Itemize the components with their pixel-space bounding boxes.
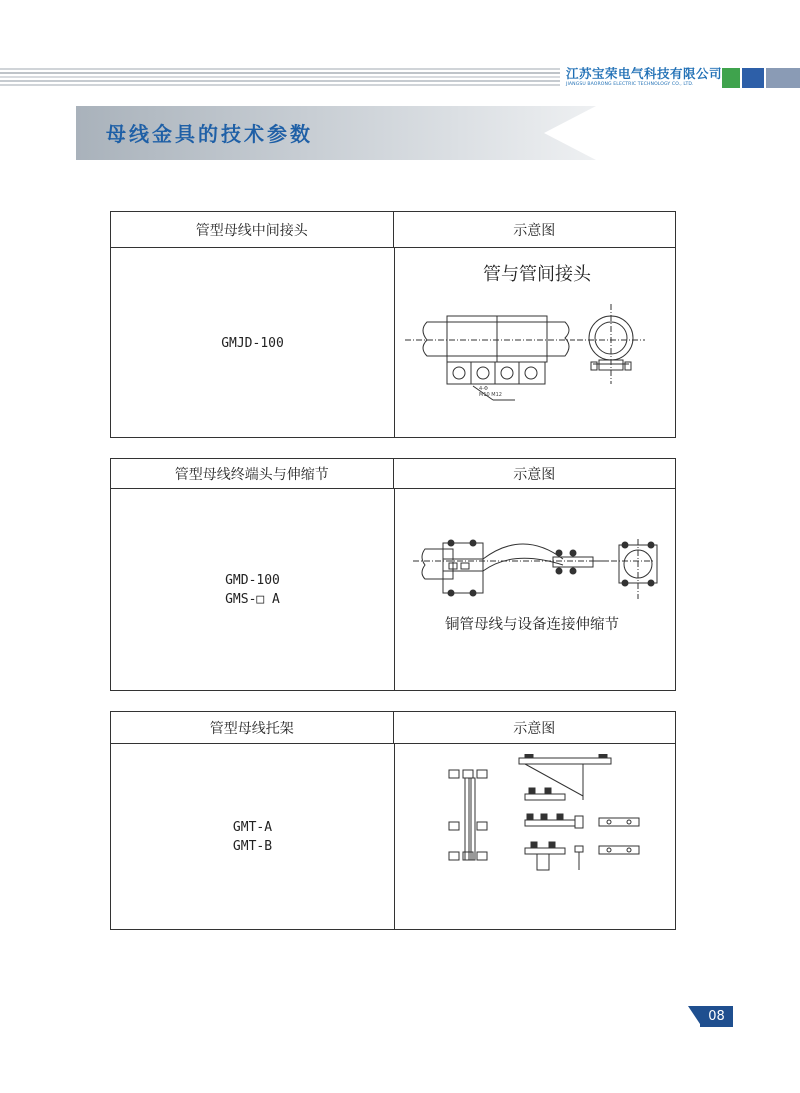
model-code: GMJD-100 xyxy=(221,335,284,351)
note-line-1: 4-Φ xyxy=(479,386,488,392)
model-cell xyxy=(111,248,395,438)
note-line-2: M10 M12 xyxy=(479,392,502,398)
diagram-header: 示意图 xyxy=(513,222,556,239)
header-color-blocks xyxy=(722,68,800,88)
tube-joint-drawing xyxy=(405,304,665,404)
company-name-en: JIANGSU BAORONG ELECTRIC TECHNOLOGY CO., LTD. xyxy=(566,82,694,87)
diagram-cell xyxy=(395,744,675,930)
name-header: 管型母线托架 xyxy=(111,712,394,743)
green-block xyxy=(722,68,740,88)
company-logo-text xyxy=(566,67,722,88)
diagram-caption: 铜管母线与设备连接伸缩节 xyxy=(445,617,619,633)
model-code: GMT-B xyxy=(232,839,273,854)
section-header xyxy=(111,712,675,744)
section-header xyxy=(111,212,675,248)
header-stripes xyxy=(0,68,560,88)
blue-block xyxy=(742,68,764,88)
diagram-note xyxy=(479,386,502,398)
title-banner xyxy=(76,106,596,160)
diagram-header: 示意图 xyxy=(513,720,556,737)
model-cell xyxy=(111,489,395,691)
bracket-drawing xyxy=(445,754,645,874)
section-terminal-expansion xyxy=(110,458,676,691)
section-header xyxy=(111,459,675,489)
model-cell xyxy=(111,744,395,930)
model-code: GMS-□ A xyxy=(225,592,280,607)
diagram-cell xyxy=(395,489,675,691)
page-title: 母线金具的技术参数 xyxy=(106,122,313,146)
section-mid-joint xyxy=(110,211,676,438)
section-bracket xyxy=(110,711,676,930)
model-code: GMD-100 xyxy=(225,573,280,588)
expansion-joint-drawing xyxy=(413,539,663,619)
page-number: 08 xyxy=(700,1006,733,1027)
company-name-cn: 江苏宝荣电气科技有限公司 xyxy=(566,66,723,81)
model-code: GMT-A xyxy=(232,820,273,835)
name-header: 管型母线终端头与伸缩节 xyxy=(111,459,394,488)
diagram-title: 管与管间接头 xyxy=(483,264,591,285)
name-header: 管型母线中间接头 xyxy=(111,212,394,247)
diagram-cell xyxy=(395,248,675,438)
grey-block xyxy=(766,68,800,88)
diagram-header: 示意图 xyxy=(513,466,556,483)
